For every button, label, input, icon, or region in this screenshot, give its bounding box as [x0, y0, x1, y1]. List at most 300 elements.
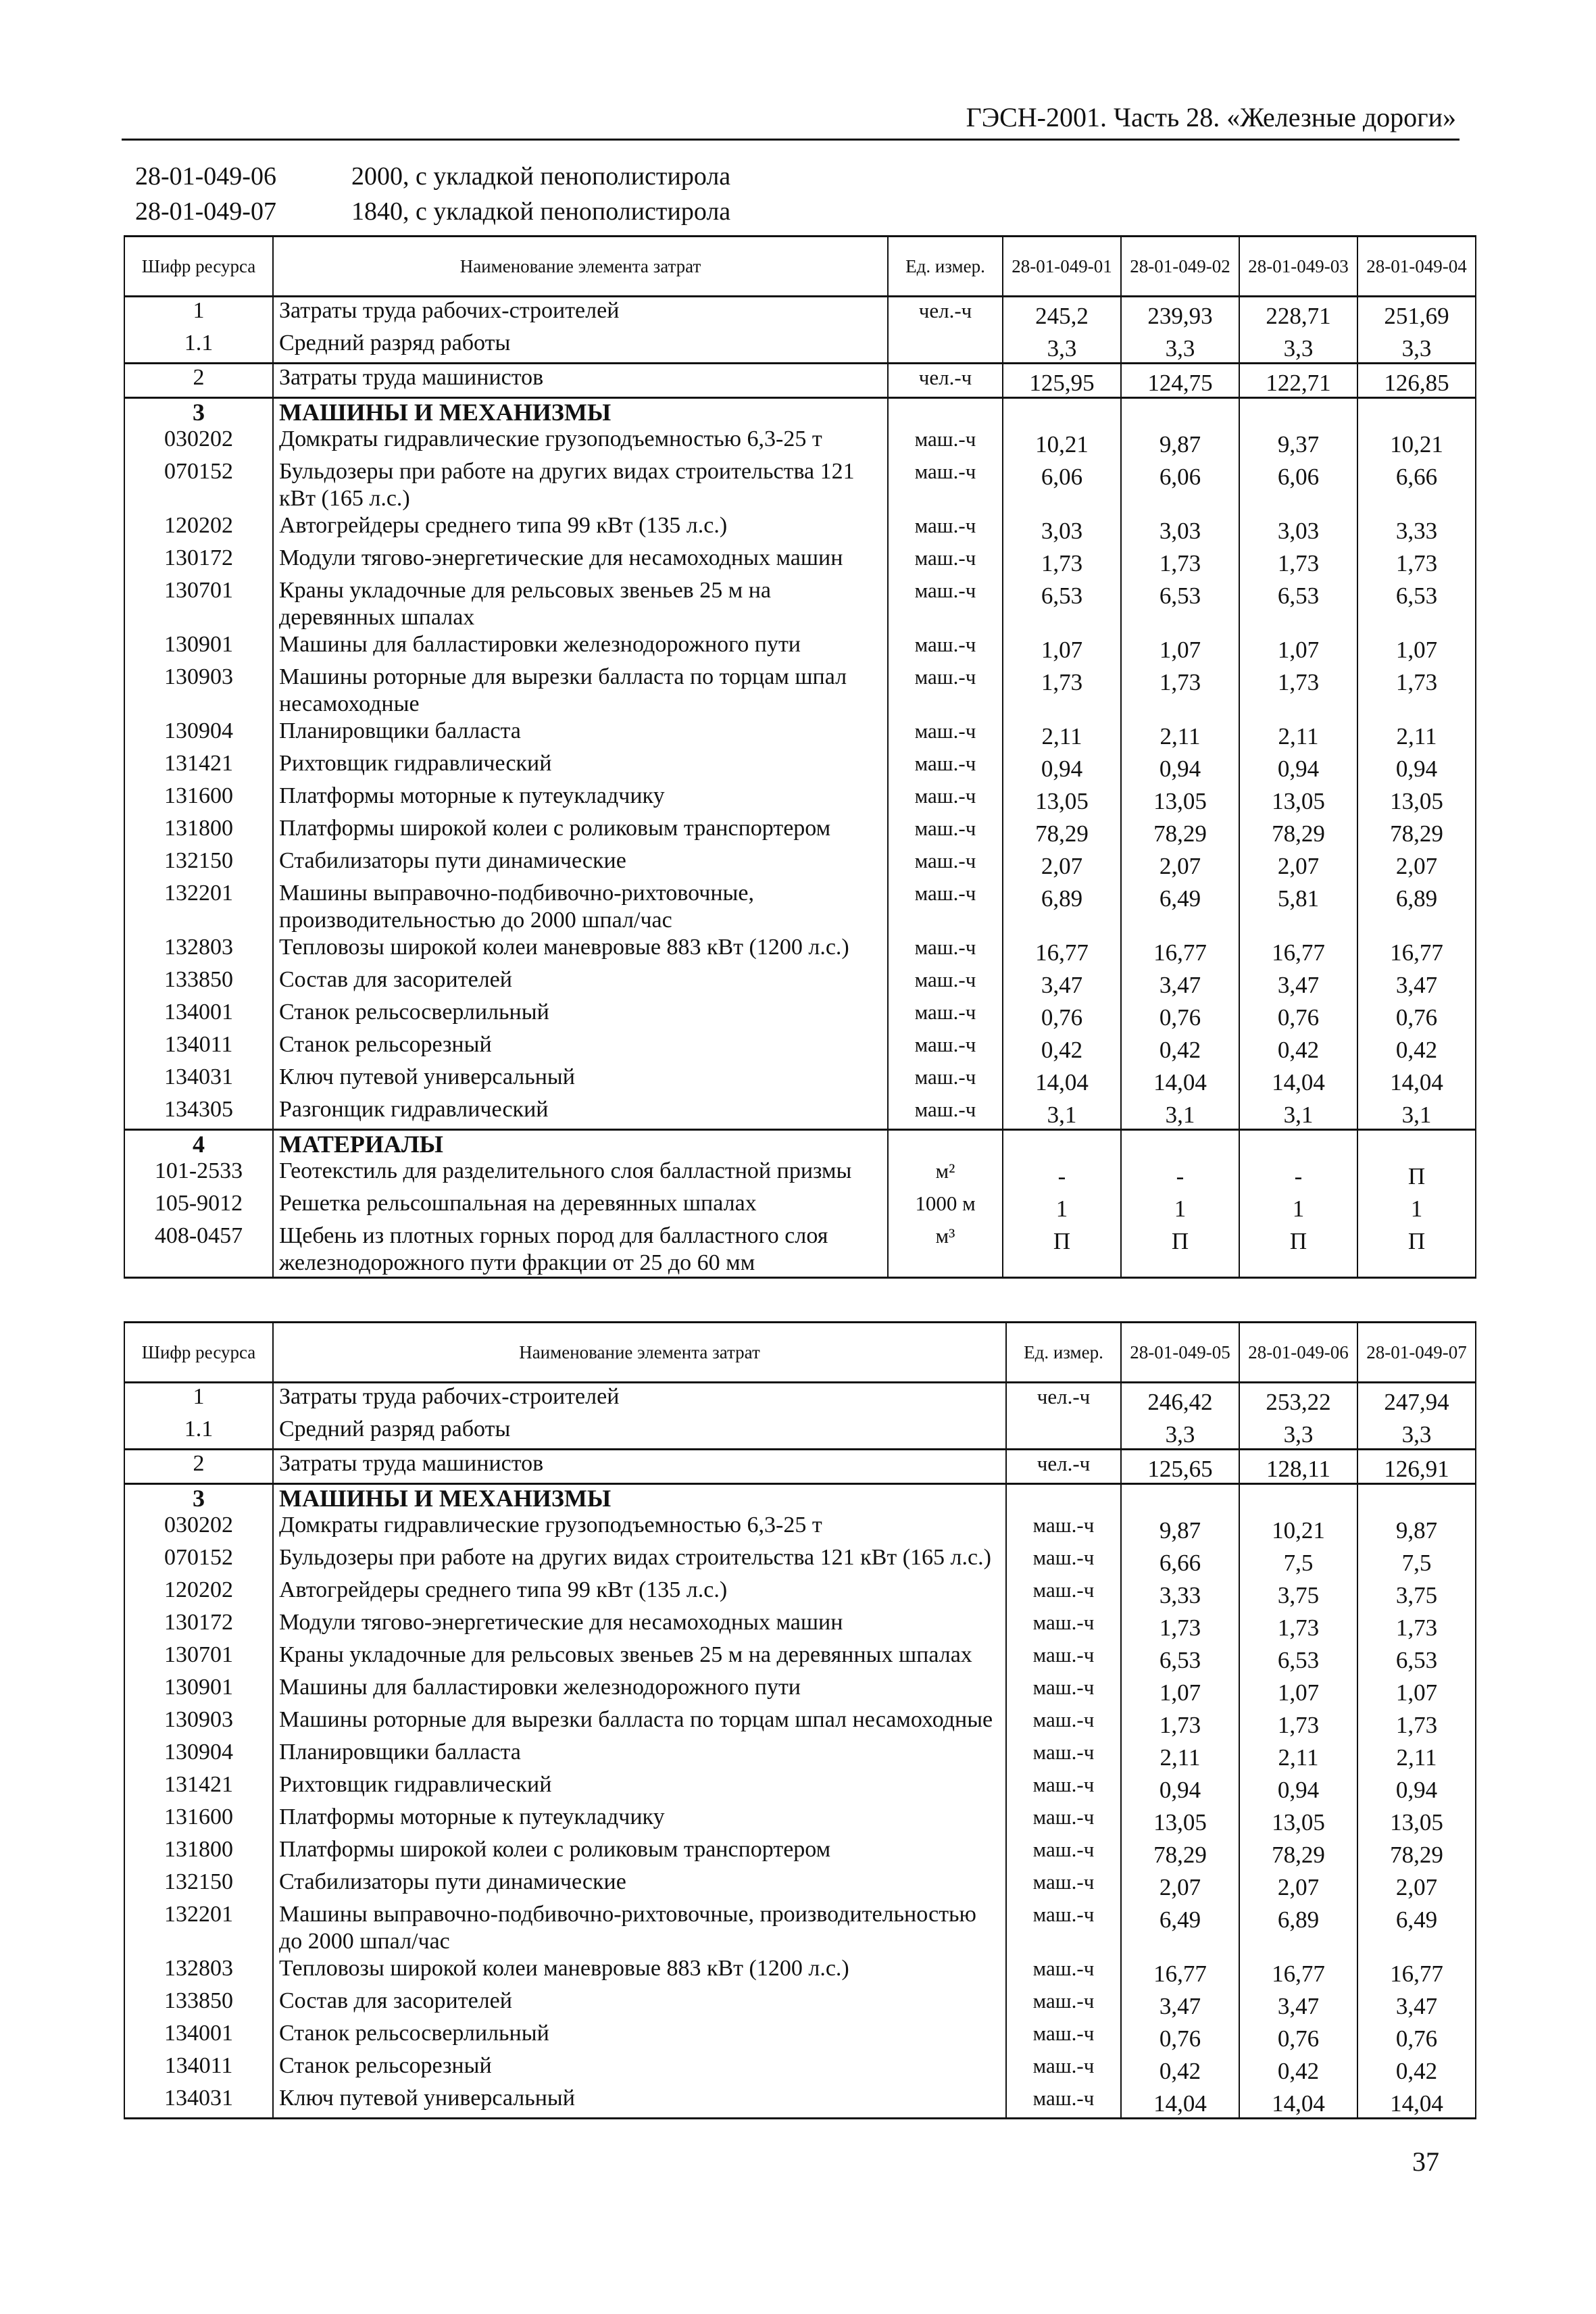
cost-element-name: Автогрейдеры среднего типа 99 кВт (135 л.с.)	[273, 1577, 1006, 1609]
norm-value: 124,75	[1121, 364, 1239, 398]
table-row	[124, 1544, 1476, 1577]
resource-code: 130172	[124, 1609, 273, 1642]
cost-element-name: МАШИНЫ И МЕХАНИЗМЫ	[273, 1484, 1006, 1512]
norm-value: 16,77	[1003, 934, 1121, 966]
section-row	[124, 1130, 1476, 1158]
cost-element-name: Стабилизаторы пути динамические	[273, 847, 888, 880]
norm-value: 16,77	[1357, 934, 1476, 966]
unit-of-measure: маш.-ч	[1006, 1955, 1121, 1988]
norm-value: 6,53	[1239, 1642, 1357, 1674]
cost-element-name: Затраты труда машинистов	[273, 364, 888, 398]
cost-element-name: Машины роторные для вырезки балласта по торцам шпал несамоходные	[273, 1706, 1006, 1739]
norm-value: 14,04	[1121, 2085, 1239, 2119]
unit-of-measure: маш.-ч	[1006, 1869, 1121, 1901]
norm-value: 2,11	[1357, 1739, 1476, 1771]
norm-value	[1239, 1130, 1357, 1158]
table-row	[124, 426, 1476, 458]
norm-value: 14,04	[1003, 1064, 1121, 1096]
resource-code: 130701	[124, 577, 273, 631]
norm-value: 1,07	[1239, 631, 1357, 664]
norm-value: 1,73	[1003, 664, 1121, 718]
norm-value: 1,73	[1239, 664, 1357, 718]
norm-value: 3,1	[1121, 1096, 1239, 1130]
norm-value: П	[1003, 1223, 1121, 1278]
resource-code: 130901	[124, 631, 273, 664]
cost-element-name: Тепловозы широкой колеи маневровые 883 кВт (1200 л.с.)	[273, 934, 888, 966]
resource-code: 134031	[124, 2085, 273, 2119]
unit-of-measure: 1000 м	[888, 1190, 1003, 1223]
unit-of-measure	[888, 330, 1003, 364]
norm-value: 1,73	[1357, 664, 1476, 718]
column-header-unit: Ед. измер.	[888, 237, 1003, 297]
resource-code: 131800	[124, 1836, 273, 1869]
norm-value: -	[1003, 1158, 1121, 1190]
table-row	[124, 718, 1476, 750]
norm-value: 3,1	[1003, 1096, 1121, 1130]
resource-code: 105-9012	[124, 1190, 273, 1223]
unit-of-measure: маш.-ч	[888, 783, 1003, 815]
norm-value: 6,06	[1003, 458, 1121, 512]
norm-value: 0,42	[1239, 1031, 1357, 1064]
unit-of-measure: маш.-ч	[888, 458, 1003, 512]
norm-value	[1121, 1130, 1239, 1158]
unit-of-measure: маш.-ч	[1006, 1674, 1121, 1706]
norm-value: 3,3	[1003, 330, 1121, 364]
unit-of-measure: маш.-ч	[1006, 1804, 1121, 1836]
resource-code: 101-2533	[124, 1158, 273, 1190]
norm-value: 6,66	[1121, 1544, 1239, 1577]
norm-value: 13,05	[1357, 783, 1476, 815]
unit-of-measure: чел.-ч	[888, 364, 1003, 398]
norm-value: 6,53	[1239, 577, 1357, 631]
table-row	[124, 577, 1476, 631]
unit-of-measure: маш.-ч	[888, 880, 1003, 934]
norm-value: 1	[1121, 1190, 1239, 1223]
norm-value: 2,11	[1239, 718, 1357, 750]
resource-code: 131421	[124, 1771, 273, 1804]
norm-value: 2,07	[1239, 847, 1357, 880]
norm-value: 239,93	[1121, 297, 1239, 330]
resource-code: 134031	[124, 1064, 273, 1096]
cost-element-name: Решетка рельсошпальная на деревянных шпалах	[273, 1190, 888, 1223]
unit-of-measure: маш.-ч	[888, 847, 1003, 880]
resource-code: 1.1	[124, 330, 273, 364]
resource-code: 070152	[124, 1544, 273, 1577]
resource-code: 130903	[124, 664, 273, 718]
norm-value: 9,87	[1121, 426, 1239, 458]
norm-value: 1,73	[1239, 1609, 1357, 1642]
resource-code: 131421	[124, 750, 273, 783]
table-row	[124, 1674, 1476, 1706]
resource-code: 132150	[124, 1869, 273, 1901]
table-row	[124, 1901, 1476, 1955]
norm-value: 6,53	[1121, 1642, 1239, 1674]
table-row	[124, 750, 1476, 783]
norm-value: 3,75	[1239, 1577, 1357, 1609]
norm-value	[1239, 1484, 1357, 1512]
table-row	[124, 1739, 1476, 1771]
norm-value: 13,05	[1121, 1804, 1239, 1836]
norm-value: 2,11	[1357, 718, 1476, 750]
cost-element-name: Станок рельсосверлильный	[273, 999, 888, 1031]
cost-element-name: Рихтовщик гидравлический	[273, 750, 888, 783]
norm-value: 3,1	[1357, 1096, 1476, 1130]
cost-element-name: Разгонщик гидравлический	[273, 1096, 888, 1130]
table-row	[124, 364, 1476, 398]
norm-value: 6,06	[1121, 458, 1239, 512]
page-number: 37	[1412, 2146, 1439, 2177]
unit-of-measure: маш.-ч	[888, 718, 1003, 750]
cost-element-name: Планировщики балласта	[273, 1739, 1006, 1771]
norm-value: 0,76	[1357, 999, 1476, 1031]
norm-value: 1,73	[1003, 545, 1121, 577]
resource-code: 131600	[124, 783, 273, 815]
column-header-norm: 28-01-049-01	[1003, 237, 1121, 297]
norm-value: 3,33	[1121, 1577, 1239, 1609]
resource-code: 070152	[124, 458, 273, 512]
cost-element-name: Модули тягово-энергетические для несамоходных машин	[273, 545, 888, 577]
norm-value: 1,07	[1121, 631, 1239, 664]
cost-element-name: Машины для балластировки железнодорожного пути	[273, 631, 888, 664]
norm-value: 253,22	[1239, 1383, 1357, 1417]
table-row	[124, 999, 1476, 1031]
norm-value: 78,29	[1121, 1836, 1239, 1869]
cost-element-name: Краны укладочные для рельсовых звеньев 25 м на деревянных шпалах	[273, 1642, 1006, 1674]
table-header-row	[124, 1323, 1476, 1383]
cost-element-name: Состав для засорителей	[273, 1988, 1006, 2020]
norm-value: 6,89	[1239, 1901, 1357, 1955]
norm-value: 3,03	[1003, 512, 1121, 545]
norm-value: 78,29	[1003, 815, 1121, 847]
norm-value: 0,94	[1239, 750, 1357, 783]
norm-value: 6,53	[1357, 1642, 1476, 1674]
norm-value	[1357, 398, 1476, 426]
unit-of-measure: маш.-ч	[1006, 1771, 1121, 1804]
norm-value: 3,47	[1003, 966, 1121, 999]
norm-value: П	[1357, 1158, 1476, 1190]
norm-value: 0,94	[1003, 750, 1121, 783]
norm-value: 13,05	[1121, 783, 1239, 815]
norm-value: 16,77	[1239, 1955, 1357, 1988]
cost-element-name: Состав для засорителей	[273, 966, 888, 999]
norm-value: 0,94	[1239, 1771, 1357, 1804]
resource-code: 130172	[124, 545, 273, 577]
unit-of-measure: маш.-ч	[888, 750, 1003, 783]
cost-element-name: Станок рельсорезный	[273, 1031, 888, 1064]
norm-value: 14,04	[1357, 2085, 1476, 2119]
table-row	[124, 2085, 1476, 2119]
norm-value: 10,21	[1357, 426, 1476, 458]
unit-of-measure	[888, 398, 1003, 426]
header-rule	[122, 139, 1460, 141]
norm-value: 6,06	[1239, 458, 1357, 512]
norm-value: 6,53	[1121, 577, 1239, 631]
cost-element-name: Платформы моторные к путеукладчику	[273, 783, 888, 815]
cost-element-name: Средний разряд работы	[273, 1416, 1006, 1450]
norm-value	[1239, 398, 1357, 426]
norm-value: 1,07	[1003, 631, 1121, 664]
cost-element-name: Бульдозеры при работе на других видах строительства 121 кВт (165 л.с.)	[273, 1544, 1006, 1577]
norm-value: 3,47	[1357, 1988, 1476, 2020]
table-header-row	[124, 237, 1476, 297]
norm-value: 3,47	[1121, 966, 1239, 999]
norm-value: П	[1121, 1223, 1239, 1278]
table-row	[124, 512, 1476, 545]
unit-of-measure: маш.-ч	[1006, 1988, 1121, 2020]
section-row	[124, 398, 1476, 426]
unit-of-measure: маш.-ч	[1006, 1512, 1121, 1544]
norm-value: П	[1357, 1223, 1476, 1278]
unit-of-measure: маш.-ч	[888, 1064, 1003, 1096]
norm-value	[1003, 398, 1121, 426]
norm-value: 247,94	[1357, 1383, 1476, 1417]
norm-value: 13,05	[1357, 1804, 1476, 1836]
table-row	[124, 1512, 1476, 1544]
norm-value: 1,07	[1357, 1674, 1476, 1706]
table-row	[124, 330, 1476, 364]
cost-element-name: МАШИНЫ И МЕХАНИЗМЫ	[273, 398, 888, 426]
table-row	[124, 1450, 1476, 1484]
table-row	[124, 880, 1476, 934]
table-row	[124, 1955, 1476, 1988]
norm-value: 13,05	[1239, 783, 1357, 815]
norm-value: 2,07	[1239, 1869, 1357, 1901]
norm-value: 1,07	[1357, 631, 1476, 664]
resource-table-2	[124, 1321, 1476, 2119]
norm-value: 0,94	[1357, 1771, 1476, 1804]
column-header-code: Шифр ресурса	[124, 237, 273, 297]
norm-value: 3,3	[1357, 330, 1476, 364]
table-row	[124, 1096, 1476, 1130]
norm-code-row	[135, 194, 730, 229]
unit-of-measure: маш.-ч	[1006, 1739, 1121, 1771]
column-header-unit: Ед. измер.	[1006, 1323, 1121, 1383]
table-row	[124, 1190, 1476, 1223]
norm-code-row	[135, 159, 730, 194]
table-row	[124, 545, 1476, 577]
norm-value: 16,77	[1121, 934, 1239, 966]
cost-element-name: Затраты труда рабочих-строителей	[273, 1383, 1006, 1417]
norm-value: 1,73	[1121, 1609, 1239, 1642]
cost-element-name: Средний разряд работы	[273, 330, 888, 364]
norm-value: 126,91	[1357, 1450, 1476, 1484]
table-row	[124, 1642, 1476, 1674]
norm-value: 0,42	[1357, 1031, 1476, 1064]
unit-of-measure: маш.-ч	[888, 815, 1003, 847]
norm-value: 3,47	[1239, 966, 1357, 999]
norm-value: 7,5	[1357, 1544, 1476, 1577]
unit-of-measure: м³	[888, 1223, 1003, 1278]
norm-value: 78,29	[1239, 1836, 1357, 1869]
unit-of-measure: маш.-ч	[1006, 1577, 1121, 1609]
norm-value: 2,07	[1121, 1869, 1239, 1901]
norm-value: 6,53	[1357, 577, 1476, 631]
norm-value: 3,47	[1121, 1988, 1239, 2020]
norm-value: 6,66	[1357, 458, 1476, 512]
column-header-norm: 28-01-049-04	[1357, 237, 1476, 297]
unit-of-measure: чел.-ч	[888, 297, 1003, 330]
resource-code: 133850	[124, 1988, 273, 2020]
cost-element-name: Машины роторные для вырезки балласта по торцам шпал несамоходные	[273, 664, 888, 718]
resource-code: 130701	[124, 1642, 273, 1674]
norm-value: 2,11	[1121, 718, 1239, 750]
resource-code: 131800	[124, 815, 273, 847]
unit-of-measure: маш.-ч	[888, 999, 1003, 1031]
table-row	[124, 1771, 1476, 1804]
section-row	[124, 1484, 1476, 1512]
norm-value: 6,49	[1121, 880, 1239, 934]
norm-value: 1,73	[1121, 1706, 1239, 1739]
unit-of-measure: маш.-ч	[888, 934, 1003, 966]
norm-value: 0,76	[1239, 2020, 1357, 2052]
resource-code: 134011	[124, 1031, 273, 1064]
table-row	[124, 1836, 1476, 1869]
resource-code: 120202	[124, 512, 273, 545]
norm-value: 128,11	[1239, 1450, 1357, 1484]
column-header-name: Наименование элемента затрат	[273, 237, 888, 297]
norm-value: 1,73	[1239, 545, 1357, 577]
resource-code: 1	[124, 1383, 273, 1417]
table-row	[124, 631, 1476, 664]
norm-value: 1,73	[1357, 1706, 1476, 1739]
unit-of-measure: маш.-ч	[1006, 2052, 1121, 2085]
table-row	[124, 847, 1476, 880]
unit-of-measure: маш.-ч	[888, 1096, 1003, 1130]
norm-value: 3,3	[1239, 1416, 1357, 1450]
norm-value	[1121, 398, 1239, 426]
unit-of-measure: чел.-ч	[1006, 1450, 1121, 1484]
cost-element-name: Платформы широкой колеи с роликовым транспортером	[273, 815, 888, 847]
resource-code: 1.1	[124, 1416, 273, 1450]
table-row	[124, 966, 1476, 999]
cost-element-name: Автогрейдеры среднего типа 99 кВт (135 л.с.)	[273, 512, 888, 545]
norm-value: 9,87	[1357, 1512, 1476, 1544]
resource-code: 132201	[124, 1901, 273, 1955]
table-row	[124, 1416, 1476, 1450]
norm-value: 3,33	[1357, 512, 1476, 545]
column-header-norm: 28-01-049-03	[1239, 237, 1357, 297]
cost-element-name: Модули тягово-энергетические для несамоходных машин	[273, 1609, 1006, 1642]
unit-of-measure: маш.-ч	[1006, 1642, 1121, 1674]
table-row	[124, 1869, 1476, 1901]
norm-value: 1	[1003, 1190, 1121, 1223]
norm-value: 0,94	[1121, 750, 1239, 783]
norm-value: 2,11	[1239, 1739, 1357, 1771]
resource-code: 133850	[124, 966, 273, 999]
norm-value: 6,49	[1121, 1901, 1239, 1955]
table-row	[124, 2052, 1476, 2085]
cost-element-name: Станок рельсосверлильный	[273, 2020, 1006, 2052]
resource-code: 2	[124, 364, 273, 398]
table-row	[124, 934, 1476, 966]
table-row	[124, 783, 1476, 815]
table-row	[124, 1706, 1476, 1739]
cost-element-name: Рихтовщик гидравлический	[273, 1771, 1006, 1804]
norm-value: 78,29	[1357, 815, 1476, 847]
unit-of-measure: маш.-ч	[888, 545, 1003, 577]
norm-value: 3,47	[1357, 966, 1476, 999]
norm-value: 0,42	[1121, 1031, 1239, 1064]
norm-value: 125,95	[1003, 364, 1121, 398]
norm-value: 1	[1239, 1190, 1357, 1223]
norm-value: -	[1239, 1158, 1357, 1190]
resource-code: 130903	[124, 1706, 273, 1739]
resource-code: 134011	[124, 2052, 273, 2085]
norm-value: П	[1239, 1223, 1357, 1278]
norm-value	[1121, 1484, 1239, 1512]
unit-of-measure: маш.-ч	[888, 631, 1003, 664]
norm-value: -	[1121, 1158, 1239, 1190]
norm-value: 0,42	[1357, 2052, 1476, 2085]
norm-value: 2,11	[1003, 718, 1121, 750]
resource-code: 3	[124, 398, 273, 426]
resource-code: 030202	[124, 1512, 273, 1544]
cost-element-name: Станок рельсорезный	[273, 2052, 1006, 2085]
norm-value: 3,3	[1357, 1416, 1476, 1450]
norm-value: 3,75	[1357, 1577, 1476, 1609]
norm-value: 3,03	[1121, 512, 1239, 545]
norm-value: 9,37	[1239, 426, 1357, 458]
norm-value: 6,89	[1357, 880, 1476, 934]
norm-value: 78,29	[1357, 1836, 1476, 1869]
table-row	[124, 2020, 1476, 2052]
resource-code: 408-0457	[124, 1223, 273, 1278]
norm-value: 2,07	[1003, 847, 1121, 880]
resource-code: 4	[124, 1130, 273, 1158]
norm-value: 245,2	[1003, 297, 1121, 330]
unit-of-measure: маш.-ч	[888, 512, 1003, 545]
resource-code: 130901	[124, 1674, 273, 1706]
cost-element-name: Домкраты гидравлические грузоподъемностью 6,3-25 т	[273, 1512, 1006, 1544]
norm-code-description: 2000, с укладкой пенополистирола	[351, 162, 731, 191]
table-row	[124, 664, 1476, 718]
unit-of-measure	[888, 1130, 1003, 1158]
resource-table-1	[124, 235, 1476, 1279]
norm-value: 7,5	[1239, 1544, 1357, 1577]
norm-code-description: 1840, с укладкой пенополистирола	[351, 197, 731, 226]
norm-value	[1357, 1130, 1476, 1158]
norm-value: 2,07	[1121, 847, 1239, 880]
norm-value: 0,76	[1003, 999, 1121, 1031]
column-header-norm: 28-01-049-05	[1121, 1323, 1239, 1383]
norm-value: 14,04	[1121, 1064, 1239, 1096]
norm-value: 1,07	[1121, 1674, 1239, 1706]
norm-value: 3,3	[1239, 330, 1357, 364]
norm-value: 0,76	[1239, 999, 1357, 1031]
unit-of-measure: маш.-ч	[888, 966, 1003, 999]
table-row	[124, 1609, 1476, 1642]
norm-value: 0,76	[1121, 2020, 1239, 2052]
norm-value: 9,87	[1121, 1512, 1239, 1544]
unit-of-measure: маш.-ч	[1006, 1836, 1121, 1869]
norm-value: 1,73	[1357, 1609, 1476, 1642]
cost-element-name: Платформы моторные к путеукладчику	[273, 1804, 1006, 1836]
unit-of-measure: маш.-ч	[888, 664, 1003, 718]
cost-element-name: Затраты труда машинистов	[273, 1450, 1006, 1484]
norm-value: 3,03	[1239, 512, 1357, 545]
norm-value: 14,04	[1239, 1064, 1357, 1096]
norm-value: 13,05	[1239, 1804, 1357, 1836]
resource-code: 131600	[124, 1804, 273, 1836]
cost-element-name: Щебень из плотных горных пород для балластного слоя железнодорожного пути фракции от 25 до 60 мм	[273, 1223, 888, 1278]
cost-element-name: Затраты труда рабочих-строителей	[273, 297, 888, 330]
table-row	[124, 458, 1476, 512]
unit-of-measure: маш.-ч	[888, 1031, 1003, 1064]
norm-code: 28-01-049-06	[135, 162, 276, 191]
norm-value	[1003, 1130, 1121, 1158]
norm-value: 3,3	[1121, 1416, 1239, 1450]
table-row	[124, 1158, 1476, 1190]
